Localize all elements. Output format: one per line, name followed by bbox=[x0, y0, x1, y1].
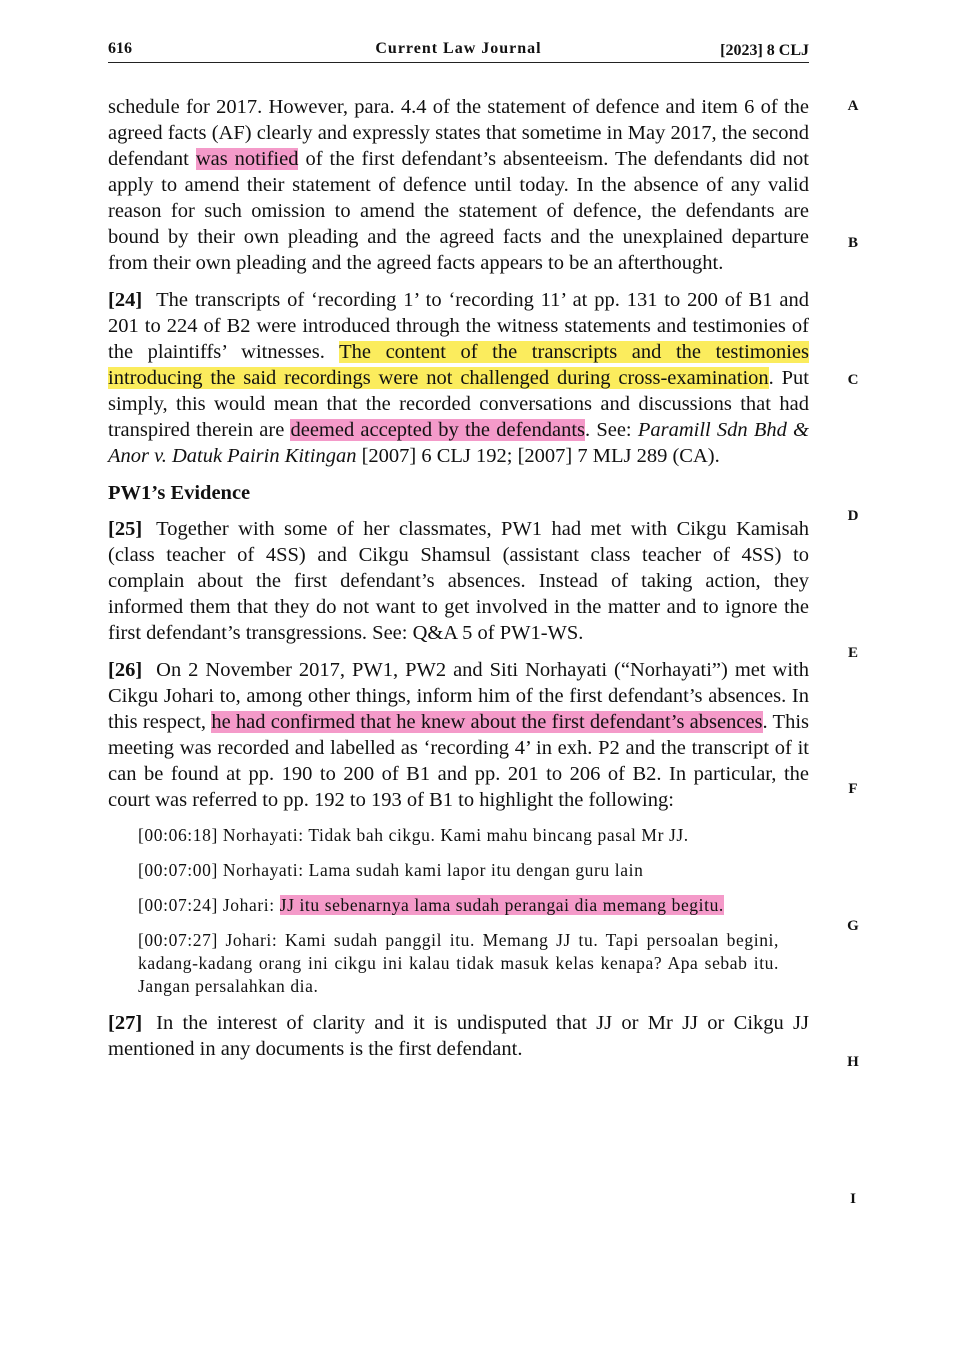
transcript-quote-2: [00:07:00] Norhayati: Lama sudah kami lapor itu dengan guru lain bbox=[138, 860, 644, 880]
text-run: In the interest of clarity and it is undisputed that JJ or Mr JJ or Cikgu JJ mentioned in any documents is the first defendant. bbox=[108, 1012, 809, 1060]
margin-letter-c: C bbox=[847, 372, 859, 388]
paragraph-continued bbox=[108, 94, 809, 276]
paragraph-number: [24] bbox=[108, 289, 143, 311]
paragraph-26 bbox=[108, 657, 809, 813]
paragraph-number: [26] bbox=[108, 659, 143, 681]
journal-citation: [2023] 8 CLJ bbox=[720, 42, 809, 59]
document-body bbox=[108, 94, 809, 1073]
highlight-pink: was notified bbox=[195, 148, 299, 170]
case-name: Paramill Sdn Bhd & Anor v. Datuk Pairin Kitingan bbox=[108, 419, 810, 467]
page-number: 616 bbox=[108, 40, 132, 57]
text-run: of the first defendant’s absenteeism. The defendants did not apply to amend their statement of defence until today. In the absence of any valid reason for such omission to amend the statement of defence, the defendants are bound by their own pleading and the agreed facts and the unexplained departure from their own pleading and the agreed facts appears to be an afterthought. bbox=[108, 148, 809, 274]
text-run: . This meeting was recorded and labelled as ‘recording 4’ in exh. P2 and the transcript of it can be found at pp. 190 to 200 of B1 and pp. 201 to 206 of B2. In particular, the court was referred to pp. 192 to 193 of B1 to highlight the following: bbox=[108, 711, 810, 811]
text-run: Together with some of her classmates, PW1 had met with Cikgu Kamisah (class teacher of 4SS) and Cikgu Shamsul (assistant class teacher of 4SS) to complain about the first defendant’s absences. Instead of taking action, they informed them that they do not want to get involved in the matter and to ignore the first defendant’s transgressions. See: Q&A 5 of PW1-WS. bbox=[108, 518, 809, 644]
section-heading: PW1’s Evidence bbox=[108, 482, 251, 504]
transcript-quote-3 bbox=[138, 894, 779, 917]
transcript-quote-1: [00:06:18] Norhayati: Tidak bah cikgu. Kami mahu bincang pasal Mr JJ. bbox=[138, 825, 689, 845]
paragraph-number: [27] bbox=[108, 1012, 143, 1034]
margin-letter-b: B bbox=[847, 235, 858, 251]
highlight-pink: JJ itu sebenarnya lama sudah perangai dia memang begitu. bbox=[279, 895, 724, 915]
text-run: [00:07:24] Johari: bbox=[138, 895, 280, 915]
paragraph-24 bbox=[108, 287, 809, 469]
margin-letter-e: E bbox=[847, 645, 858, 661]
highlight-pink: deemed accepted by the defendants bbox=[290, 419, 586, 441]
margin-letter-a: A bbox=[847, 98, 859, 114]
highlight-pink: he had confirmed that he knew about the first defendant’s absences bbox=[211, 711, 763, 733]
paragraph-25 bbox=[108, 516, 809, 646]
margin-letter-h: H bbox=[847, 1054, 859, 1070]
page-header bbox=[108, 38, 809, 63]
text-run: . Put simply, this would mean that the recorded conversations and discussions that had transpired therein are bbox=[108, 367, 809, 441]
highlight-yellow: The content of the transcripts and the testimonies introducing the said recordings were not challenged during cross-examination bbox=[108, 341, 810, 389]
margin-letter-f: F bbox=[848, 781, 858, 797]
text-run: The transcripts of ‘recording 1’ to ‘recording 11’ at pp. 131 to 200 of B1 and 201 to 224 of B2 were introduced through the witness statements and testimonies of the plaintiffs’ witnesses. bbox=[108, 289, 809, 363]
transcript-quote-4: [00:07:27] Johari: Kami sudah panggil itu. Memang JJ tu. Tapi persoalan begini, kadang-kadang orang ini cikgu ini kalau tidak masuk kelas kenapa? Apa sebab itu. Jangan persalahkan dia. bbox=[138, 930, 779, 996]
margin-letter-g: G bbox=[847, 918, 859, 934]
text-run: . See: bbox=[585, 419, 638, 441]
margin-letter-d: D bbox=[847, 508, 859, 524]
text-run: [2007] 6 CLJ 192; [2007] 7 MLJ 289 (CA). bbox=[356, 445, 720, 467]
margin-letter-i: I bbox=[850, 1191, 856, 1207]
paragraph-27 bbox=[108, 1010, 809, 1062]
paragraph-number: [25] bbox=[108, 518, 143, 540]
text-run: On 2 November 2017, PW1, PW2 and Siti Norhayati (“Norhayati”) met with Cikgu Johari to, among other things, inform him of the first defendant’s absences. In this respect, bbox=[108, 659, 809, 733]
text-run: schedule for 2017. However, para. 4.4 of the statement of defence and item 6 of the agreed facts (AF) clearly and expressly states that sometime in May 2017, the second defendant bbox=[108, 96, 809, 170]
journal-title: Current Law Journal bbox=[375, 40, 542, 57]
